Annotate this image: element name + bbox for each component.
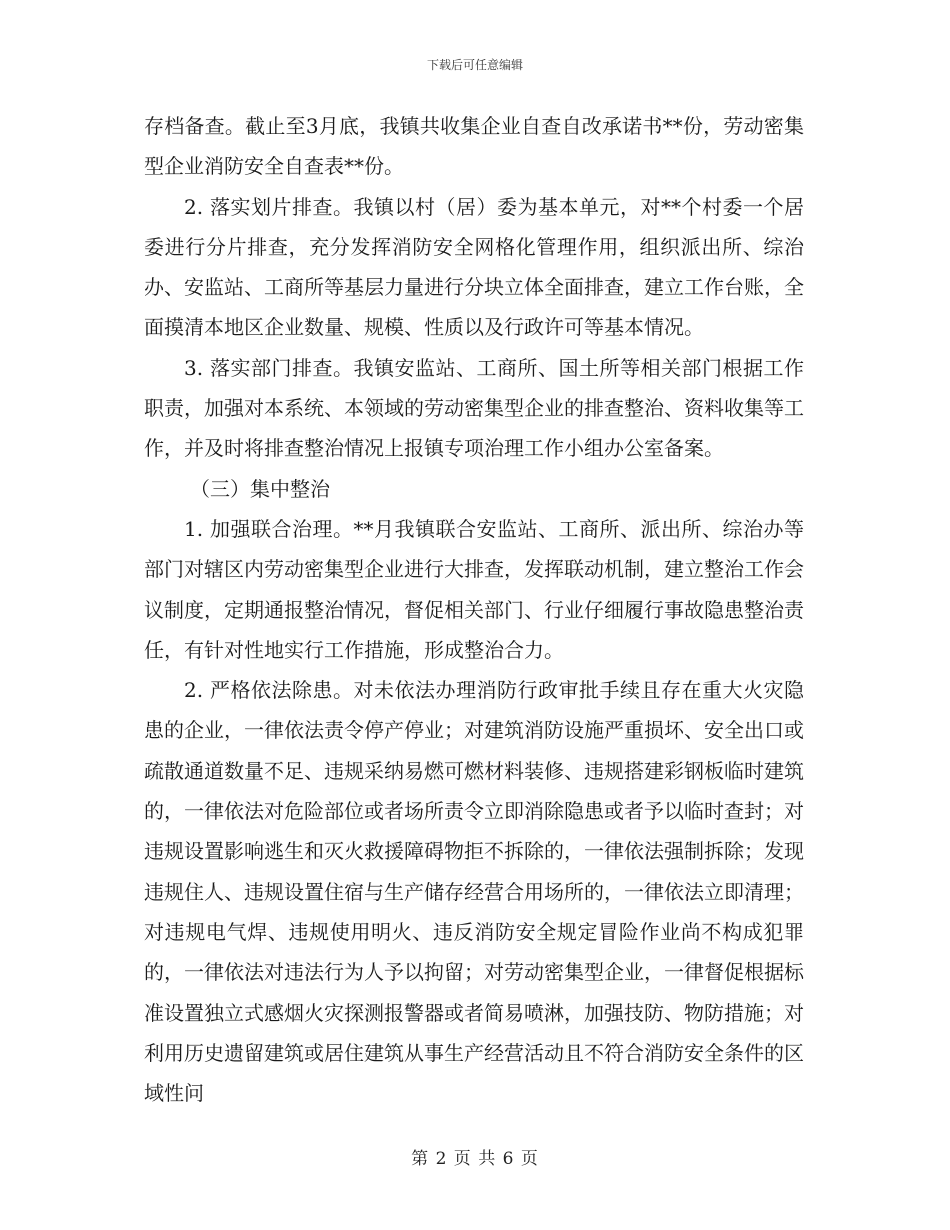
paragraph-item-1-joint-governance: 1. 加强联合治理。**月我镇联合安监站、工商所、派出所、综治办等部门对辖区内劳动密集型企业进行大排查，发挥联动机制，建立整治工作会议制度，定期通报整治情况，督促相关部门、行业仔细履行事故隐患整治责任，有针对性地实行工作措施，形成整治合力。 xyxy=(144,516,804,662)
paragraph-item-2-hazard-removal: 2. 严格依法除患。对未依法办理消防行政审批手续且存在重大火灾隐患的企业，一律依法责令停产停业；对建筑消防设施严重损坏、安全出口或疏散通道数量不足、违规采纳易燃可燃材料装修、违规搭建彩钢板临时建筑的，一律依法对危险部位或者场所责令立即消除隐患或者予以临时查封；对违规设置影响逃生和灭火救援障碍物拒不拆除的，一律依法强制拆除；发现违规住人、违规设置住宿与生产储存经营合用场所的，一律依法立即清理；对违规电气焊、违规使用明火、违反消防安全规定冒险作业尚不构成犯罪的，一律依法对违法行为人予以拘留；对劳动密集型企业，一律督促根据标准设置独立式感烟火灾探测报警器或者简易喷淋，加强技防、物防措施；对利用历史遗留建筑或居住建筑从事生产经营活动且不符合消防安全条件的区域性问 xyxy=(144,678,804,1106)
paragraph-item-3: 3. 落实部门排查。我镇安监站、工商所、国土所等相关部门根据工作职责，加强对本系统、本领域的劳动密集型企业的排查整治、资料收集等工作，并及时将排查整治情况上报镇专项治理工作小组办公室备案。 xyxy=(144,355,804,461)
page-header: 下载后可任意编辑 xyxy=(426,58,523,72)
paragraph-item-2: 2. 落实划片排查。我镇以村（居）委为基本单元，对**个村委一个居委进行分片排查，充分发挥消防安全网格化管理作用，组织派出所、综治办、安监站、工商所等基层力量进行分块立体全面排查，建立工作台账，全面摸清本地区企业数量、规模、性质以及行政许可等基本情况。 xyxy=(144,194,804,340)
section-heading: （三）集中整治 xyxy=(190,476,330,501)
paragraph-continuation: 存档备查。截止至3月底，我镇共收集企业自查自改承诺书**份，劳动密集型企业消防安全自查表**份。 xyxy=(144,114,804,179)
page-footer: 第 2 页 共 6 页 xyxy=(411,1149,539,1169)
document-body xyxy=(144,106,804,1113)
